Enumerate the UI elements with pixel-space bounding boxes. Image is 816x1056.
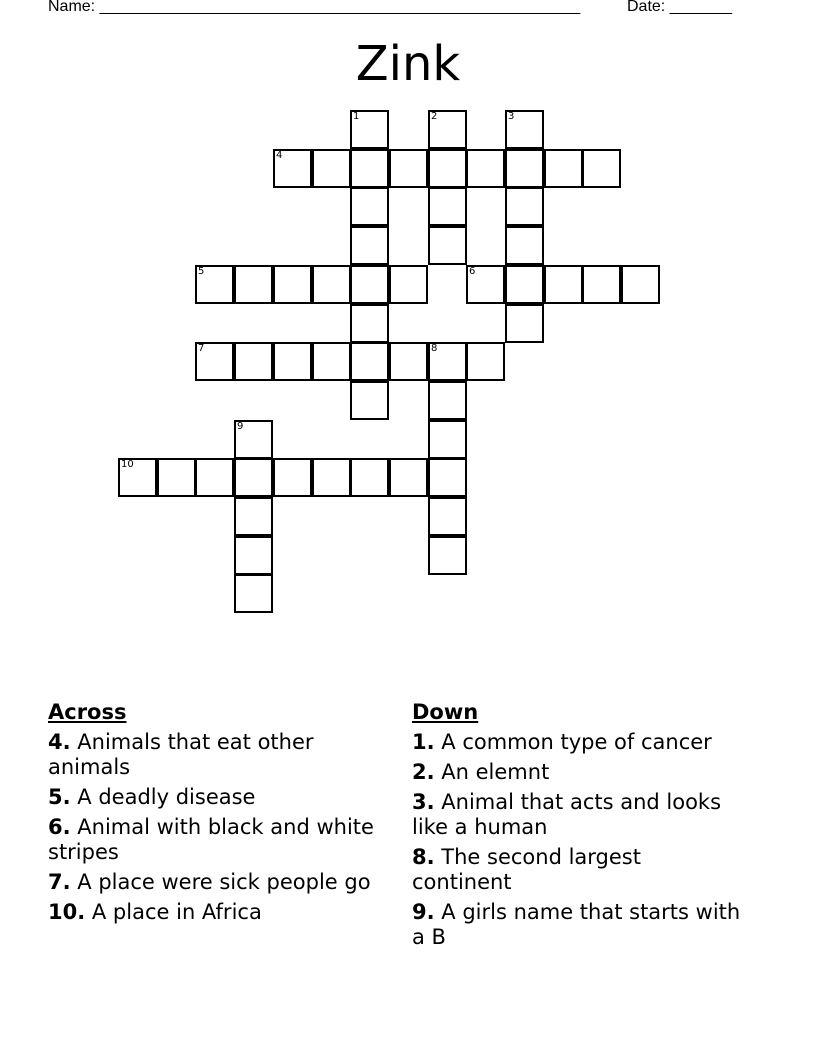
crossword-cell[interactable] [428, 110, 467, 149]
down-clue-list [412, 730, 742, 950]
crossword-cell[interactable] [195, 458, 234, 497]
crossword-cell[interactable] [234, 458, 273, 497]
crossword-cell[interactable] [118, 458, 157, 497]
crossword-cell[interactable] [544, 265, 583, 304]
clue-number-label: 9 [237, 421, 244, 432]
crossword-cell[interactable] [544, 149, 583, 188]
clue-number: 1. [412, 730, 435, 754]
clue-number: 8. [412, 845, 435, 869]
crossword-cell[interactable] [582, 149, 621, 188]
across-clue [48, 900, 378, 925]
across-clue-list [48, 730, 378, 925]
down-heading: Down [412, 700, 479, 724]
clue-number: 7. [48, 870, 71, 894]
crossword-cell[interactable] [621, 265, 660, 304]
page-title: Zink [355, 36, 461, 92]
crossword-cell[interactable] [428, 342, 467, 381]
clue-number: 6. [48, 815, 71, 839]
crossword-cell[interactable] [505, 187, 544, 226]
crossword-cell[interactable] [350, 458, 389, 497]
clue-number-label: 10 [121, 459, 134, 470]
crossword-cell[interactable] [234, 265, 273, 304]
name-field[interactable]: Name: ______________________________________________________ [48, 0, 581, 15]
crossword-cell[interactable] [350, 342, 389, 381]
clue-number: 9. [412, 900, 435, 924]
crossword-cell[interactable] [195, 265, 234, 304]
crossword-cell[interactable] [505, 149, 544, 188]
crossword-cell[interactable] [312, 149, 351, 188]
down-clue [412, 845, 742, 895]
crossword-cell[interactable] [428, 149, 467, 188]
crossword-cell[interactable] [312, 458, 351, 497]
clue-number-label: 7 [198, 343, 205, 354]
clue-text: Animals that eat other animals [48, 730, 314, 779]
clue-number-label: 4 [276, 150, 283, 161]
crossword-cell[interactable] [157, 458, 196, 497]
crossword-cell[interactable] [466, 149, 505, 188]
clue-text: A girls name that starts with a B [412, 900, 741, 949]
across-clues [48, 700, 378, 930]
clue-number: 5. [48, 785, 71, 809]
crossword-cell[interactable] [505, 226, 544, 265]
crossword-cell[interactable] [273, 342, 312, 381]
crossword-cell[interactable] [582, 265, 621, 304]
crossword-cell[interactable] [428, 420, 467, 459]
clue-number-label: 3 [508, 111, 515, 122]
crossword-cell[interactable] [234, 574, 273, 613]
clue-number-label: 8 [431, 343, 438, 354]
clue-text: An elemnt [441, 760, 550, 784]
crossword-cell[interactable] [312, 342, 351, 381]
crossword-cell[interactable] [350, 304, 389, 343]
crossword-cell[interactable] [234, 342, 273, 381]
crossword-cell[interactable] [428, 497, 467, 536]
clue-number-label: 1 [353, 111, 360, 122]
crossword-cell[interactable] [505, 304, 544, 343]
clue-text: A common type of cancer [441, 730, 712, 754]
down-clue [412, 900, 742, 950]
clue-number: 3. [412, 790, 435, 814]
crossword-cell[interactable] [389, 265, 428, 304]
crossword-cell[interactable] [428, 381, 467, 420]
clue-text: The second largest continent [412, 845, 641, 894]
crossword-cell[interactable] [428, 187, 467, 226]
crossword-cell[interactable] [350, 110, 389, 149]
crossword-cell[interactable] [389, 458, 428, 497]
crossword-cell[interactable] [234, 497, 273, 536]
clue-number-label: 6 [469, 266, 476, 277]
clue-number: 4. [48, 730, 71, 754]
crossword-cell[interactable] [428, 536, 467, 575]
clue-number-label: 5 [198, 266, 205, 277]
across-clue [48, 870, 378, 895]
crossword-cell[interactable] [428, 458, 467, 497]
crossword-cell[interactable] [428, 226, 467, 265]
crossword-cell[interactable] [505, 110, 544, 149]
clue-number-label: 2 [431, 111, 438, 122]
crossword-cell[interactable] [389, 149, 428, 188]
clue-text: A place in Africa [91, 900, 262, 924]
crossword-cell[interactable] [350, 381, 389, 420]
crossword-cell[interactable] [466, 342, 505, 381]
down-clue [412, 790, 742, 840]
across-clue [48, 785, 378, 810]
across-clue [48, 815, 378, 865]
clue-text: A place were sick people go [77, 870, 371, 894]
crossword-cell[interactable] [234, 536, 273, 575]
crossword-cell[interactable] [389, 342, 428, 381]
crossword-cell[interactable] [195, 342, 234, 381]
crossword-cell[interactable] [505, 265, 544, 304]
across-heading: Across [48, 700, 127, 724]
clue-text: Animal with black and white stripes [48, 815, 374, 864]
crossword-cell[interactable] [350, 265, 389, 304]
crossword-cell[interactable] [273, 458, 312, 497]
date-field[interactable]: Date: _______ [627, 0, 732, 15]
crossword-cell[interactable] [350, 149, 389, 188]
crossword-cell[interactable] [273, 149, 312, 188]
across-clue [48, 730, 378, 780]
crossword-cell[interactable] [273, 265, 312, 304]
crossword-cell[interactable] [350, 226, 389, 265]
clue-text: A deadly disease [77, 785, 256, 809]
crossword-cell[interactable] [234, 420, 273, 459]
down-clues [412, 700, 742, 955]
crossword-cell[interactable] [312, 265, 351, 304]
crossword-cell[interactable] [466, 265, 505, 304]
down-clue [412, 730, 742, 755]
clue-number: 10. [48, 900, 86, 924]
down-clue [412, 760, 742, 785]
clue-number: 2. [412, 760, 435, 784]
clue-text: Animal that acts and looks like a human [412, 790, 722, 839]
crossword-cell[interactable] [350, 187, 389, 226]
